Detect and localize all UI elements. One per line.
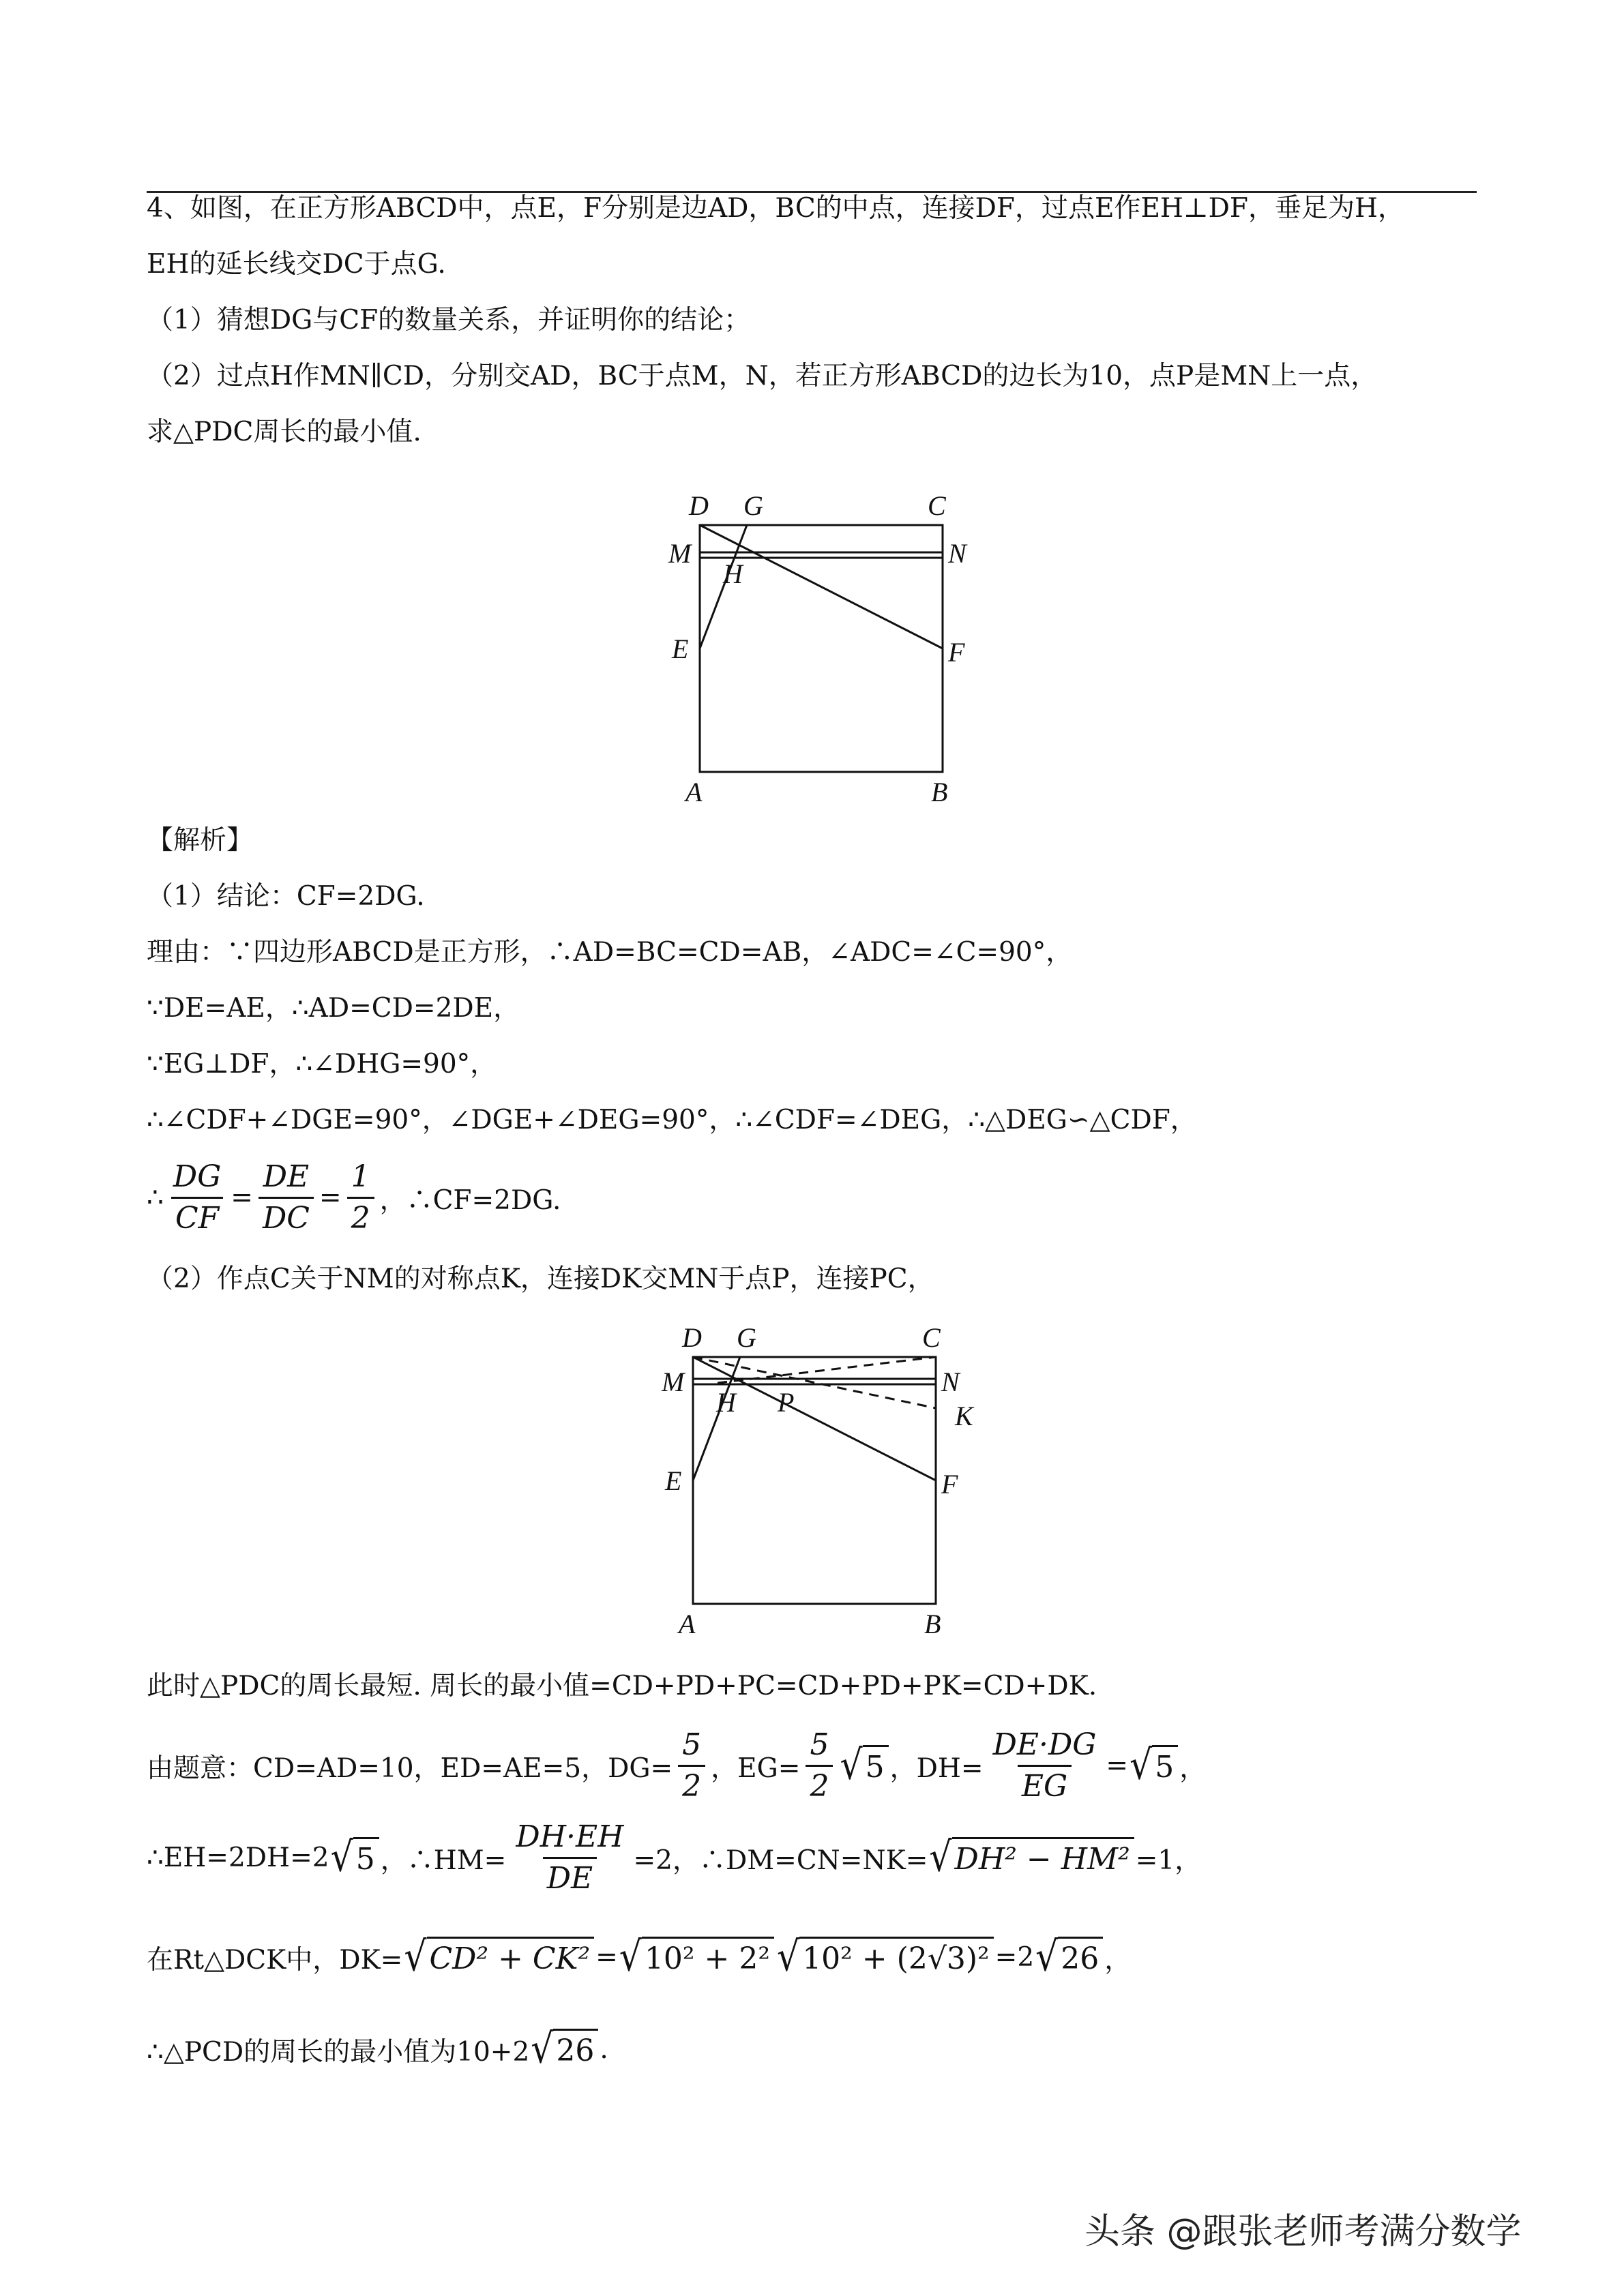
solution-line-3: ∵DE=AE，∴AD=CD=2DE，: [147, 993, 520, 1024]
fraction-numerator: 5: [682, 1727, 702, 1762]
label-M: M: [662, 1367, 685, 1397]
label-E: E: [665, 1465, 682, 1496]
label-H: H: [716, 1387, 736, 1418]
therefore-sign: ∴: [147, 1182, 164, 1213]
label-C: C: [928, 490, 946, 521]
radical-final: √ 26: [531, 2029, 598, 2070]
label-K: K: [955, 1401, 973, 1431]
solution-line-4: ∵EG⊥DF，∴∠DHG=90°，: [147, 1049, 497, 1079]
radicand: 10² + (2√3)²: [799, 1937, 993, 1978]
label-B: B: [924, 1609, 941, 1639]
fraction-denominator: DE: [543, 1857, 597, 1898]
fraction-hm: [512, 1817, 628, 1898]
label-A: A: [679, 1609, 696, 1639]
label-A: A: [685, 777, 703, 807]
solution-line-6: [147, 1157, 561, 1238]
label-G: G: [743, 490, 763, 521]
fraction-denominator: 2: [678, 1765, 705, 1806]
fraction-denominator: EG: [1018, 1765, 1072, 1806]
radicand: 26: [553, 2029, 598, 2070]
label-D: D: [689, 490, 709, 521]
radical-dk-1: √ CD² + CK²: [404, 1937, 594, 1978]
figure-2: [655, 1323, 982, 1650]
hm-text: ，∴HM=: [380, 1845, 507, 1876]
solution2-line-5: [147, 2025, 608, 2073]
solution2-line-3: [147, 1817, 1201, 1898]
label-B: B: [931, 777, 948, 807]
question-2a: （2）过点H作MN∥CD，分别交AD，BC于点M，N，若正方形ABCD的边长为10，点P是MN上一点，: [147, 361, 1378, 391]
fraction-numerator: DE·DG: [992, 1727, 1097, 1762]
radicand: 10² + 2²: [642, 1937, 774, 1978]
final-answer-text: ∴△PCD的周长的最小值为10+2: [147, 2036, 530, 2068]
solution2-line-1: 此时△PDC的周长最短. 周长的最小值=CD+PD+PC=CD+PD+PK=CD+DK.: [147, 1671, 1097, 1701]
label-G: G: [737, 1323, 756, 1353]
equals-sign: =: [595, 1942, 618, 1973]
conclusion-text: ，∴CF=2DG.: [379, 1184, 561, 1216]
fraction-denominator: 2: [806, 1765, 833, 1806]
given-values-text: 由题意：CD=AD=10，ED=AE=5，DG=: [147, 1753, 673, 1784]
radical-dk-2: √ 10² + 2²: [619, 1937, 774, 1978]
radical-dm: √ DH² − HM²: [929, 1837, 1134, 1879]
solution-line-5: ∴∠CDF+∠DGE=90°，∠DGE+∠DEG=90°，∴∠CDF=∠DEG，∴△DEG∽△CDF，: [147, 1105, 1197, 1135]
fraction-denominator: 2: [347, 1197, 374, 1238]
fraction-eg: [806, 1725, 833, 1806]
radicand: DH² − HM²: [952, 1837, 1134, 1879]
question-1: （1）猜想DG与CF的数量关系，并证明你的结论；: [147, 305, 751, 336]
eg-text: ，EG=: [711, 1753, 801, 1784]
radical-dk-3: √ 10² + (2√3)²: [777, 1937, 994, 1978]
dk-result: =2: [994, 1942, 1035, 1973]
dh-text: ，DH=: [889, 1753, 984, 1784]
solution-line-2: 理由：∵四边形ABCD是正方形，∴AD=BC=CD=AB，∠ADC=∠C=90°，: [147, 937, 1073, 968]
label-C: C: [922, 1323, 941, 1353]
fraction-denominator: CF: [171, 1197, 223, 1238]
label-F: F: [941, 1469, 958, 1500]
dm-result: =1，: [1135, 1845, 1202, 1876]
solution-line-1: （1）结论：CF=2DG.: [147, 881, 425, 912]
period: .: [600, 2034, 608, 2065]
watermark-footer: 头条 @跟张老师考满分数学: [1084, 2211, 1522, 2252]
fraction-numerator: 5: [810, 1727, 829, 1762]
dm-text: =2，∴DM=CN=NK=: [633, 1845, 928, 1876]
eh-text: ∴EH=2DH=2: [147, 1843, 329, 1873]
equals-sign: =: [319, 1182, 342, 1213]
equals-sign: =: [231, 1182, 253, 1213]
fraction-denominator: DC: [259, 1197, 314, 1238]
problem-line-2: EH的延长线交DC于点G.: [147, 249, 446, 280]
question-2b: 求△PDC周长的最小值.: [147, 417, 422, 447]
fraction-dg-cf: [169, 1157, 225, 1238]
label-P: P: [778, 1387, 795, 1418]
solution-line-7: （2）作点C关于NM的对称点K，连接DK交MN于点P，连接PC，: [147, 1264, 934, 1294]
fraction-numerator: 1: [351, 1159, 370, 1194]
radicand: 5: [353, 1837, 379, 1879]
label-N: N: [948, 538, 966, 569]
label-E: E: [672, 633, 689, 664]
label-H: H: [723, 558, 743, 589]
radical-dh: √ 5: [1130, 1745, 1178, 1787]
solution-heading: 【解析】: [147, 825, 254, 856]
fraction-numerator: DH·EH: [516, 1819, 624, 1854]
fraction-de-dc: [259, 1157, 314, 1238]
radicand: 5: [863, 1745, 889, 1787]
fraction-dg: [678, 1725, 705, 1806]
radicand: 26: [1058, 1937, 1103, 1978]
radical-eg: √ 5: [840, 1745, 888, 1787]
radical-26: √ 26: [1035, 1937, 1103, 1978]
label-F: F: [948, 637, 965, 668]
label-M: M: [668, 538, 692, 569]
fraction-dh: [989, 1725, 1101, 1806]
dk-text: 在Rt△DCK中，DK=: [147, 1944, 403, 1976]
figure-1: [655, 488, 975, 815]
fraction-numerator: DG: [173, 1159, 222, 1194]
solution2-line-2: 由题意：CD=AD=10，ED=AE=5，DG= $\frac{5}{2}$ ，EG= $\frac{5}{2}$ √ 5 ，DH= $\frac{DE\cdot DG}{EG}$ = √ 5 ，: [147, 1725, 1206, 1806]
fraction-one-half: [347, 1157, 374, 1238]
comma: ，: [1104, 1944, 1132, 1976]
radicand: 5: [1152, 1745, 1178, 1787]
problem-line-1: 4、如图，在正方形ABCD中，点E，F分别是边AD，BC的中点，连接DF，过点E作EH⊥DF，垂足为H，: [147, 193, 1404, 224]
fraction-numerator: DE: [263, 1159, 310, 1194]
label-N: N: [941, 1367, 960, 1397]
radical-eh: √ 5: [331, 1837, 379, 1879]
label-D: D: [682, 1323, 702, 1353]
solution2-line-4: [147, 1933, 1132, 1981]
radicand: CD² + CK²: [427, 1937, 595, 1978]
